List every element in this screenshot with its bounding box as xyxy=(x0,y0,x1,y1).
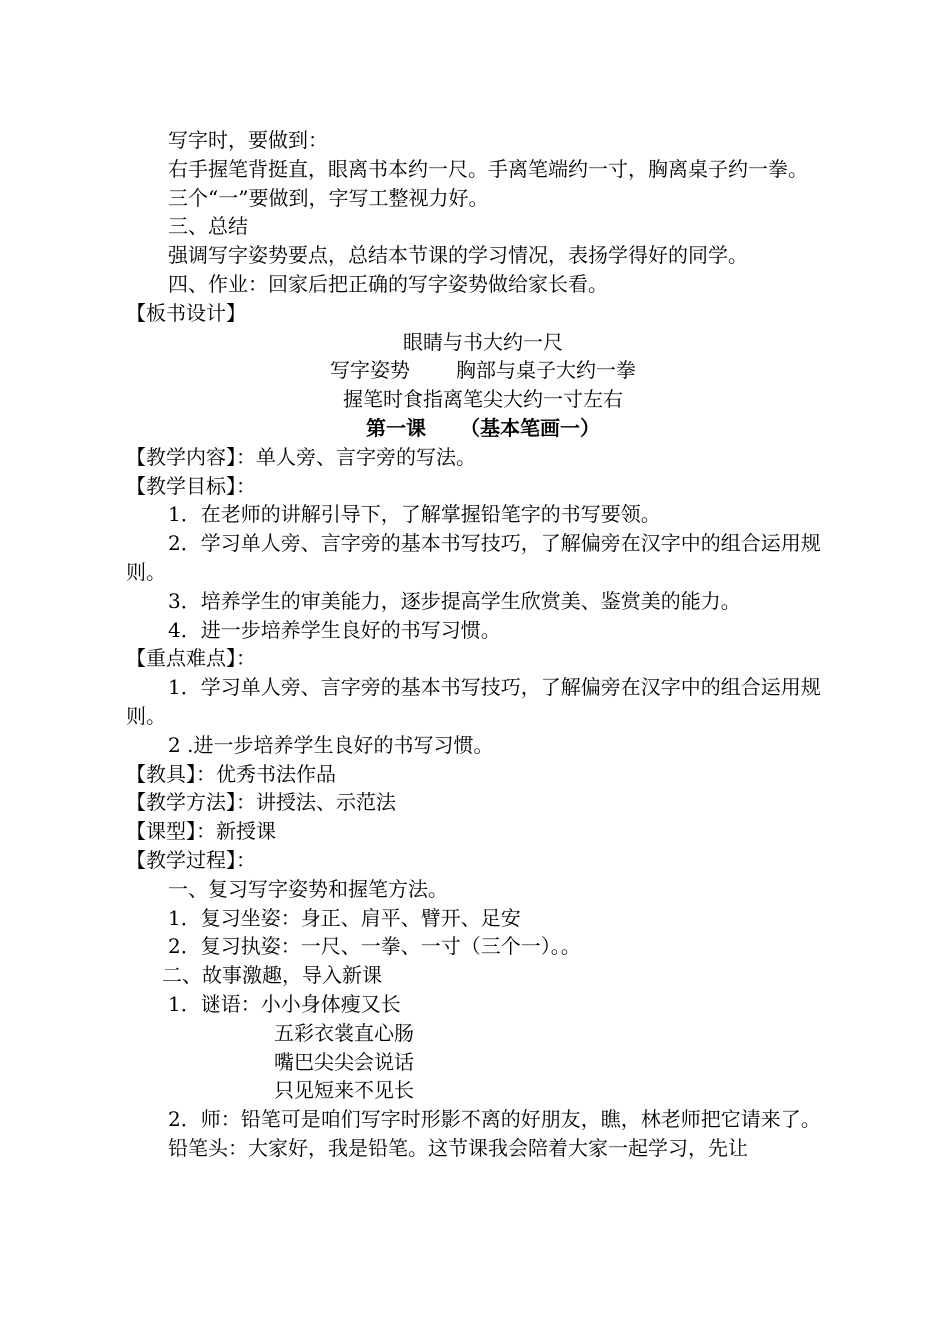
list-item: 3．培养学生的审美能力，逐步提高学生欣赏美、鉴赏美的能力。 xyxy=(168,588,741,613)
lesson-number: 第一课 xyxy=(366,415,426,440)
text-paragraph: 右手握笔背挺直，眼离书本约一尺。手离笔端约一寸，胸离桌子约一拳。 xyxy=(168,156,808,181)
riddle-line: 1．谜语：小小身体瘦又长 xyxy=(168,991,401,1016)
board-design-heading: 【板书设计】 xyxy=(126,300,246,325)
riddle-line: 五彩衣裳直心肠 xyxy=(274,1020,414,1045)
text-line: 四、作业：回家后把正确的写字姿势做给家长看。 xyxy=(168,271,608,296)
board-design-item: 胸部与桌子大约一拳 xyxy=(456,358,636,383)
lesson-type: 【课型】：新授课 xyxy=(126,819,276,844)
list-item: 1．在老师的讲解引导下，了解掌握铅笔字的书写要领。 xyxy=(168,502,661,527)
text-line: 三个“一”要做到，字写工整视力好。 xyxy=(168,185,489,210)
section-heading: 一、复习写字姿势和握笔方法。 xyxy=(168,876,448,901)
list-item: 2．复习执姿：一尺、一拳、一寸（三个一）。。 xyxy=(168,934,581,959)
teaching-content: 【教学内容】：单人旁、言字旁的写法。 xyxy=(126,444,476,469)
text-line: 写字时，要做到： xyxy=(168,128,328,152)
text-paragraph: 2．师：铅笔可是咱们写字时形影不离的好朋友，瞧，林老师把它请来了。 xyxy=(168,1107,821,1132)
section-heading: 三、总结 xyxy=(168,214,248,239)
riddle-line: 只见短来不见长 xyxy=(274,1078,414,1103)
teaching-goals-heading: 【教学目标】： xyxy=(126,473,256,498)
key-points-heading: 【重点难点】： xyxy=(126,646,256,671)
lesson-title xyxy=(126,414,840,443)
board-design-line: 握笔时食指离笔尖大约一寸左右 xyxy=(343,387,623,412)
list-item: 1．学习单人旁、言字旁的基本书写技巧，了解偏旁在汉字中的组合运用规则。 xyxy=(126,675,821,728)
teaching-aids: 【教具】：优秀书法作品 xyxy=(126,761,336,786)
text-line: 强调写字姿势要点，总结本节课的学习情况，表扬学得好的同学。 xyxy=(168,243,748,268)
list-item: 1．复习坐姿：身正、肩平、臂开、足安 xyxy=(168,905,521,930)
board-design-label: 写字姿势 xyxy=(330,358,410,383)
list-item: 4．进一步培养学生良好的书写习惯。 xyxy=(168,617,501,642)
list-item: 2 .进一步培养学生良好的书写习惯。 xyxy=(168,732,494,757)
text-line: 铅笔头：大家好，我是铅笔。这节课我会陪着大家一起学习，先让 xyxy=(168,1135,748,1160)
section-heading: 二、故事激趣，导入新课 xyxy=(162,963,382,988)
riddle-line: 嘴巴尖尖会说话 xyxy=(274,1049,414,1074)
teaching-methods: 【教学方法】：讲授法、示范法 xyxy=(126,790,396,815)
board-design-line: 眼睛与书大约一尺 xyxy=(403,329,563,354)
lesson-subtitle: （基本笔画一） xyxy=(460,415,600,440)
board-design-line xyxy=(126,356,840,385)
list-item: 2．学习单人旁、言字旁的基本书写技巧，了解偏旁在汉字中的组合运用规则。 xyxy=(126,531,821,584)
teaching-process-heading: 【教学过程】： xyxy=(126,847,256,872)
